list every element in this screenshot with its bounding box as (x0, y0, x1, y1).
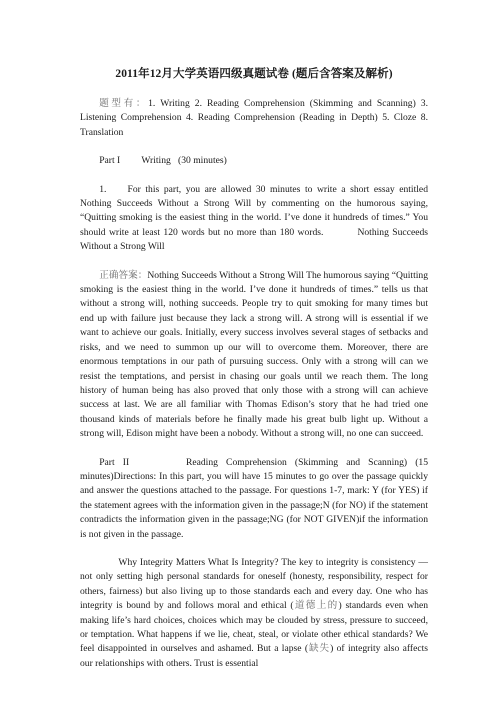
passage-lead: Why Integrity Matters What Is Integrity? The key to integrity is consistency — not only setting high personal standards for oneself (honesty, responsibility, respect for others, fairness) but also living up to those standards each and every day. One who has integrity is bound by and follows moral and ethical ( (80, 556, 428, 612)
part1-time: (30 minutes) (178, 155, 227, 167)
passage-tail: ) of integrity also affects our relationships with others. Trust is essential (80, 643, 428, 669)
gloss-lapse: 缺失 (308, 643, 331, 655)
part1-heading (80, 154, 428, 168)
part2-label: Part II (99, 456, 130, 468)
part2-name: Reading Comprehension (Skimming and Scanning) (185, 456, 408, 468)
gloss-moral: 道德上的 (293, 600, 339, 612)
passage-paragraph (80, 556, 428, 671)
part2-heading-directions (80, 456, 428, 542)
intro-text: 1. Writing 2. Reading Comprehension (Skimming and Scanning) 3. Listening Comprehension 4. Reading Comprehension (Reading in Depth) 5. Cloze 8. Translation (80, 98, 428, 138)
question-1-number: 1. (99, 183, 107, 195)
question-1 (80, 183, 428, 255)
part2-directions: Directions: In this part, you will have 15 minutes to go over the passage quickly and answer the questions attached to the passage. For questions 1-7, mark: Y (for YES) if the statement agrees with the information given in the passage;N (for NO) if the statement contradicts the information given in the passage;NG (for NOT GIVEN)if the information is not given in the passage. (80, 470, 428, 540)
part2-time: (15 minutes) (80, 456, 429, 482)
passage-mid: ) standards even when making life’s hard choices, choices which may be clouded by stress, pressure to succeed, or temptation. What happens if we lie, cheat, steal, or violate other ethical standards? We feel disappointed in ourselves and ashamed. But a lapse ( (80, 600, 428, 655)
question-1-title-repeat: Nothing Succeeds Without a Strong Will (80, 226, 428, 253)
answer-1-text: Nothing Succeeds Without a Strong Will The humorous saying “Quitting smoking is the easiest thing in the world. I’ve done it hundreds of times.” tells us that without a strong will, nothing succeeds. People try to quit smoking for many times but end up with failure just because they lack a strong will. A strong will is essential if we want to achieve our goals. Initially, every success involves several stages of setbacks and risks, and we need to summon up our will to overcome them. Moreover, there are enormous temptations in our path of pursuing success. Only with a strong will can we resist the temptations, and persist in chasing our goals until we reach them. The long history of human being has also proved that only those with a strong will can achieve success at last. We are all familiar with Thomas Edison’s story that he had tried one thousand kinds of materials before he finally made his great bulb light up. Without a strong will, Edison might have been a nobody. Without a strong will, no one can succeed. (80, 269, 429, 440)
question-types-intro (80, 97, 428, 140)
answer-label: 正确答案： (99, 269, 148, 281)
part1-name: Writing (141, 155, 171, 167)
intro-label: 题型有： (99, 98, 149, 109)
part1-label: Part I (99, 155, 121, 167)
answer-1 (80, 269, 428, 442)
question-1-text: For this part, you are allowed 30 minutes to write a short essay entitled Nothing Succeeds Without a Strong Will by commenting on the humorous saying, “Quitting smoking is the easiest thing in the world. I’ve done it hundreds of times.” You should write at least 120 words but no more than 180 words. (80, 183, 428, 238)
document-title: 2011年12月大学英语四级真题试卷 (题后含答案及解析) (115, 68, 393, 80)
